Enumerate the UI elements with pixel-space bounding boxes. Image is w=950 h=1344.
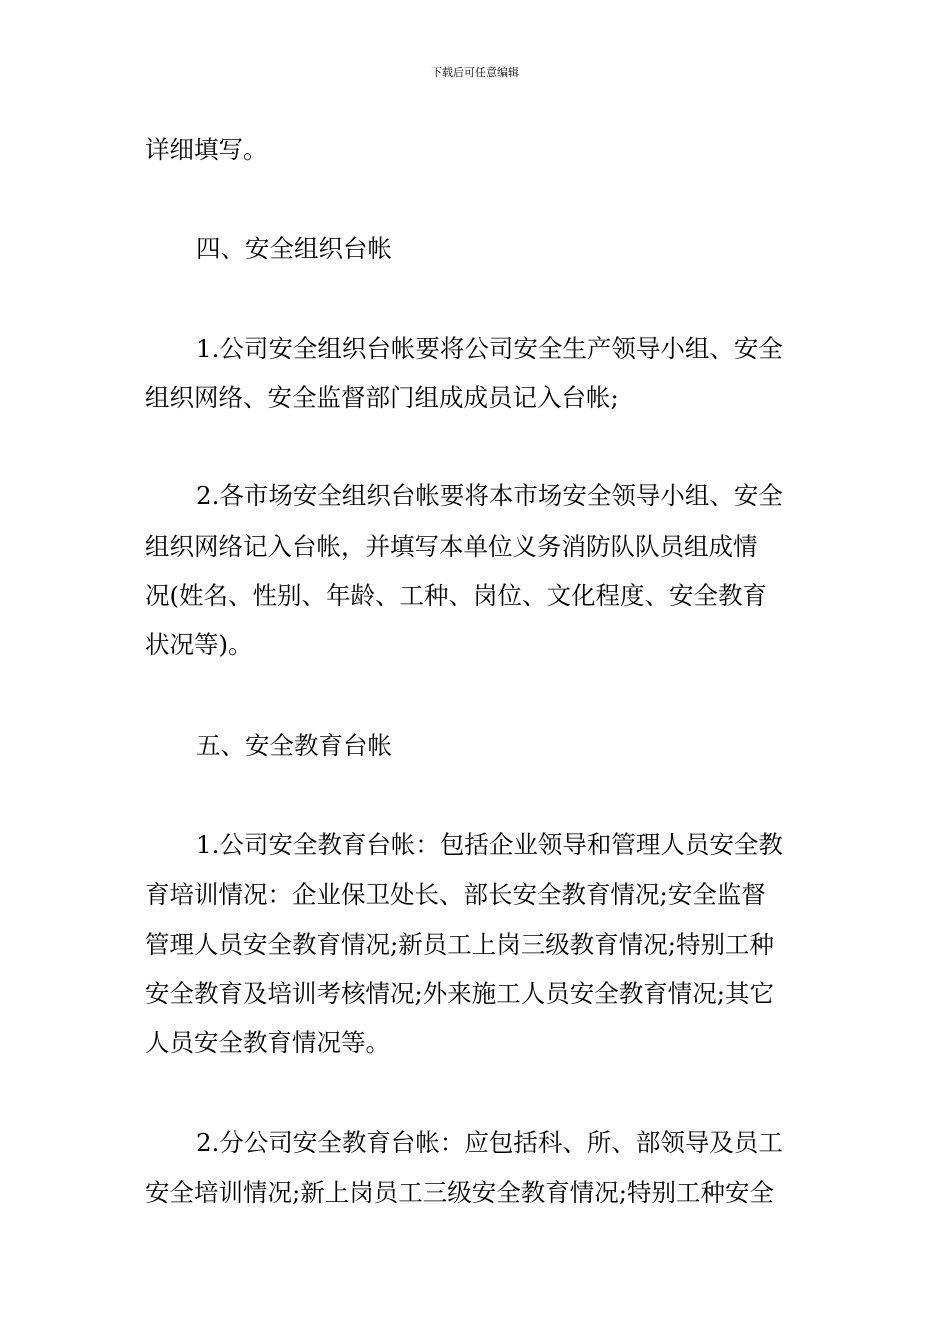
text-line-continuation: 详细填写。 bbox=[145, 135, 268, 164]
paragraph-line: 人员安全教育情况等。 bbox=[145, 1028, 390, 1057]
paragraph-line: 组织网络记入台帐，并填写本单位义务消防队队员组成情 bbox=[145, 532, 758, 561]
page-header-note: 下载后可任意编辑 bbox=[431, 66, 519, 79]
paragraph-line: 1.公司安全教育台帐：包括企业领导和管理人员安全教 bbox=[196, 830, 783, 859]
paragraph-line: 1.公司安全组织台帐要将公司安全生产领导小组、安全 bbox=[196, 334, 783, 363]
section-heading-safety-organization: 四、安全组织台帐 bbox=[196, 234, 392, 263]
paragraph-line: 组织网络、安全监督部门组成成员记入台帐; bbox=[145, 383, 619, 412]
paragraph-line: 育培训情况：企业保卫处长、部长安全教育情况;安全监督 bbox=[145, 880, 766, 909]
paragraph-line: 状况等)。 bbox=[145, 630, 253, 659]
paragraph-line: 安全培训情况;新上岗员工三级安全教育情况;特别工种安全 bbox=[145, 1178, 775, 1207]
paragraph-line: 管理人员安全教育情况;新员工上岗三级教育情况;特别工种 bbox=[145, 930, 775, 959]
paragraph-line: 安全教育及培训考核情况;外来施工人员安全教育情况;其它 bbox=[145, 979, 775, 1008]
section-heading-safety-education: 五、安全教育台帐 bbox=[196, 731, 392, 760]
paragraph-line: 况(姓名、性别、年龄、工种、岗位、文化程度、安全教育 bbox=[145, 581, 768, 610]
paragraph-line: 2.各市场安全组织台帐要将本市场安全领导小组、安全 bbox=[196, 481, 783, 510]
paragraph-line: 2.分公司安全教育台帐：应包括科、所、部领导及员工 bbox=[196, 1128, 783, 1157]
